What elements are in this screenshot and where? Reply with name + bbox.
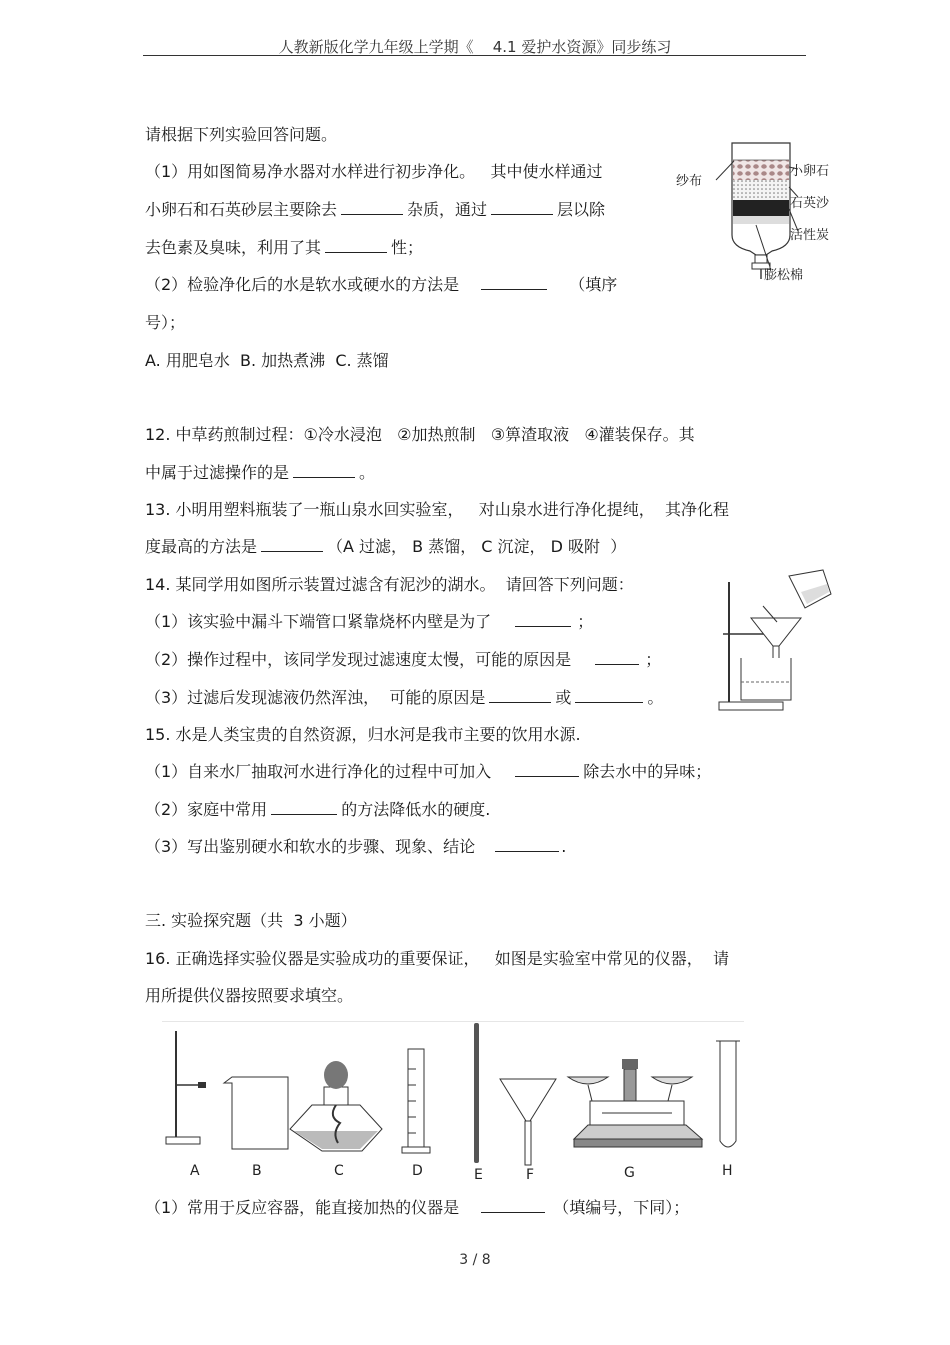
text-segment: 除去水中的异味； (583, 762, 712, 781)
text-line: 号）； (145, 313, 186, 332)
beaker (224, 1077, 288, 1149)
answer-blank (515, 612, 571, 627)
iron-stand (166, 1031, 206, 1144)
leader-line (716, 161, 734, 180)
text-line (145, 837, 566, 857)
answer-blank (261, 537, 323, 552)
text-segment: 小卵石和石英砂层主要除去 (145, 200, 338, 219)
apparatus-label: H (722, 1163, 733, 1179)
glass-rod (474, 1023, 479, 1163)
apparatus-label: F (526, 1167, 535, 1183)
header-rule (143, 55, 806, 56)
text-segment: （3）过滤后发现滤液仍然浑浊， 可能的原因是 (145, 688, 486, 707)
balance (568, 1059, 702, 1147)
text-segment: ； (645, 650, 662, 669)
answer-blank (489, 688, 551, 703)
filter-label: 小卵石 (790, 164, 830, 179)
answer-blank (325, 238, 387, 253)
filter-label: 纱布 (676, 174, 703, 189)
text-segment: 层以除 (557, 200, 606, 219)
text-line: A. 用肥皂水 B. 加热煮沸 C. 蒸馏 (145, 351, 389, 370)
text-segment: （1）该实验中漏斗下端管口紧靠烧杯内壁是为了 (145, 612, 492, 631)
section-heading: 三. 实验探究题（共 3 小题） (145, 911, 357, 930)
text-line: 15. 水是人类宝贵的自然资源，归水河是我市主要的饮用水源. (145, 725, 581, 744)
graduated-cylinder (402, 1049, 430, 1153)
text-segment: （2）检验净化后的水是软水或硬水的方法是 (145, 275, 460, 294)
answer-blank (515, 762, 579, 777)
apparatus-label: C (334, 1163, 344, 1179)
text-line (145, 688, 663, 708)
text-segment: 的方法降低水的硬度. (341, 800, 491, 819)
text-line (145, 238, 423, 258)
text-line (145, 612, 593, 632)
text-line (145, 800, 490, 820)
funnel (751, 618, 801, 646)
answer-blank (293, 463, 355, 478)
text-line (145, 1198, 689, 1218)
text-segment: （填序 (569, 275, 618, 294)
text-segment: 性； (391, 238, 424, 257)
text-line (145, 463, 375, 483)
text-segment: 度最高的方法是 (145, 537, 258, 556)
text-segment: 或 (555, 688, 572, 707)
answer-blank (491, 200, 553, 215)
text-line: 14. 某同学用如图所示装置过滤含有泥沙的湖水。 请回答下列问题： (145, 575, 634, 594)
stand-base (719, 702, 783, 710)
text-line (145, 537, 626, 557)
water-filter-figure (672, 135, 840, 285)
text-line (145, 200, 605, 220)
apparatus-label: B (252, 1163, 262, 1179)
answer-blank (575, 688, 643, 703)
answer-blank (271, 800, 337, 815)
text-line: 12. 中草药煎制过程：①冷水浸泡 ②加热煎制 ③箅渣取液 ④灌装保存。其 (145, 425, 695, 444)
text-segment: （2）家庭中常用 (145, 800, 268, 819)
apparatus-figure (162, 1021, 744, 1186)
answer-blank (481, 275, 547, 290)
beaker (741, 658, 791, 700)
text-line: 16. 正确选择实验仪器是实验成功的重要保证， 如图是实验室中常见的仪器， 请 (145, 949, 729, 968)
text-line: 13. 小明用塑料瓶装了一瓶山泉水回实验室， 对山泉水进行净化提纯， 其净化程 (145, 500, 729, 519)
apparatus-label: G (624, 1165, 635, 1181)
filter-label: 石英沙 (790, 196, 830, 211)
pebble-layer (733, 160, 789, 180)
text-segment: . (561, 837, 567, 856)
apparatus-label: E (474, 1167, 483, 1183)
test-tube (720, 1041, 736, 1147)
apparatus-label: A (190, 1163, 200, 1179)
text-segment: （2）操作过程中，该同学发现过滤速度太慢，可能的原因是 (145, 650, 572, 669)
bottle-neck (755, 255, 767, 263)
text-line: （1）用如图简易净水器对水样进行初步净化。 其中使水样通过 (145, 162, 603, 181)
answer-blank (595, 650, 639, 665)
text-segment: （1）常用于反应容器，能直接加热的仪器是 (145, 1198, 460, 1217)
text-line: 请根据下列实验回答问题。 (145, 125, 338, 144)
text-segment: （3）写出鉴别硬水和软水的步骤、现象、结论 (145, 837, 476, 856)
apparatus-label: D (412, 1163, 423, 1179)
alcohol-lamp (290, 1061, 382, 1151)
funnel (500, 1079, 556, 1165)
page-number: 3 / 8 (459, 1252, 491, 1268)
text-segment: （1）自来水厂抽取河水进行净化的过程中可加入 (145, 762, 492, 781)
text-segment: 杂质，通过 (407, 200, 488, 219)
text-line: 用所提供仪器按照要求填空。 (145, 986, 354, 1005)
cotton-layer (733, 216, 789, 224)
page-header: 人教新版化学九年级上学期《 4.1 爱护水资源》同步练习 (278, 38, 672, 56)
text-segment: （A 过滤， B 蒸馏， C 沉淀， D 吸附 ） (327, 537, 627, 556)
filter-label: 膨松棉 (764, 268, 804, 283)
text-segment: 。 (647, 688, 664, 707)
text-segment: （填编号，下同）； (553, 1198, 690, 1217)
answer-blank (481, 1198, 545, 1213)
text-segment: ； (577, 612, 594, 631)
filter-label: 活性炭 (790, 228, 830, 243)
answer-blank (341, 200, 403, 215)
answer-blank (495, 837, 559, 852)
text-segment: 中属于过滤操作的是 (145, 463, 290, 482)
filtration-figure (715, 566, 835, 716)
text-line (145, 275, 617, 295)
sand-layer (733, 180, 789, 200)
text-line (145, 650, 661, 670)
text-segment: 。 (359, 463, 376, 482)
text-segment: 去色素及臭味，利用了其 (145, 238, 322, 257)
carbon-layer (733, 200, 789, 216)
text-line (145, 762, 711, 782)
